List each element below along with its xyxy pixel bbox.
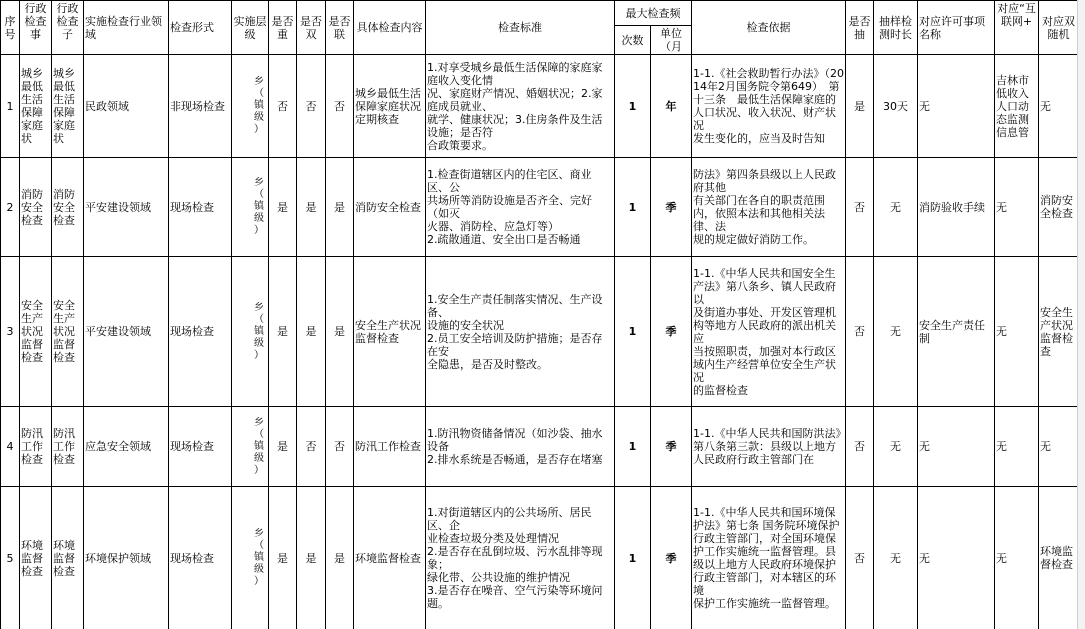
- standard-line: 1.防汛物资储备情况（如沙袋、抽水设备: [427, 427, 603, 453]
- sample_time-text: 无: [890, 440, 901, 453]
- joint-text: 否: [334, 440, 345, 453]
- cell-count[interactable]: [615, 407, 651, 487]
- form-text: 现场检查: [170, 551, 214, 565]
- joint-text: 是: [334, 551, 345, 565]
- level-line: ）: [254, 124, 264, 135]
- standard-line: 1.对街道辖区内的公共场所、居民区、企: [427, 506, 592, 532]
- double-text: 是: [305, 551, 317, 565]
- cell-content[interactable]: [354, 487, 426, 629]
- seq-text: 5: [6, 551, 14, 565]
- cell-key[interactable]: [269, 257, 297, 407]
- cell-item[interactable]: [20, 158, 52, 257]
- header-joint[interactable]: 是否联: [326, 1, 354, 55]
- internet-text: 无: [996, 200, 1007, 214]
- internet-text: 无: [996, 551, 1007, 565]
- level-line: 级: [254, 452, 264, 464]
- random-text: 环境监督检查: [1040, 545, 1073, 571]
- subitem-text: 防汛工作检查: [53, 427, 75, 466]
- double-text: 否: [305, 99, 317, 113]
- cell-content[interactable]: [354, 257, 426, 407]
- cell-sample[interactable]: [846, 158, 874, 257]
- permit-text: 无: [919, 440, 930, 453]
- level-line: （: [254, 88, 264, 99]
- double-text: 是: [305, 200, 317, 214]
- cell-random[interactable]: [1039, 55, 1079, 158]
- level-line: 乡: [254, 76, 264, 87]
- basis-line: 及街道办事处、开发区管理机构等地方人民政府的派出机关应: [693, 305, 836, 345]
- cell-item[interactable]: [20, 407, 52, 487]
- key-text: 是: [277, 440, 288, 453]
- level-line: 级: [254, 213, 264, 224]
- header-standard[interactable]: 检查标准: [426, 1, 615, 55]
- cell-subitem[interactable]: [52, 487, 84, 629]
- standard-line: 2.员工安全培训及防护措施；是否存在安: [427, 331, 603, 358]
- key-text: 是: [277, 200, 288, 214]
- table-row: [1, 487, 1079, 629]
- cell-form[interactable]: [169, 407, 232, 487]
- seq-text: 2: [6, 200, 14, 214]
- level-line: ）: [254, 225, 264, 236]
- sample_time-text: 30天: [883, 99, 908, 113]
- sample-text: 否: [854, 200, 865, 214]
- header-internet[interactable]: 对应“互联网+: [995, 1, 1039, 55]
- header-freq-count[interactable]: 次数: [615, 26, 651, 55]
- subitem-text: 安全生产状况监督检查: [53, 299, 75, 364]
- standard-line: 设施的安全状况: [427, 318, 504, 332]
- count-text: 1: [628, 325, 637, 338]
- basis-line: 规的规定做好消防工作。: [693, 233, 814, 246]
- seq-text: 3: [6, 325, 14, 338]
- header-item[interactable]: 行政检查事: [20, 1, 52, 55]
- cell-form[interactable]: [169, 158, 232, 257]
- cell-internet[interactable]: [995, 257, 1039, 407]
- cell-form[interactable]: [169, 257, 232, 407]
- form-text: 现场检查: [170, 440, 214, 453]
- key-text: 是: [277, 551, 288, 565]
- cell-seq[interactable]: [1, 55, 20, 158]
- item-text: 城乡最低生活保障家庭状: [21, 67, 43, 145]
- basis-line: 1-1.《中华人民共和国防洪法》第八条第三款：县级以上地方: [693, 427, 841, 453]
- level-line: 级: [254, 564, 264, 575]
- basis-line: 发生变化的，应当及时告知: [693, 132, 825, 145]
- basis-line: 1-1.《中华人民共和国安全生产法》第八条乡、镇人民政府以: [693, 266, 836, 306]
- cell-level[interactable]: [232, 55, 269, 158]
- random-text: 无: [1040, 440, 1051, 453]
- cell-joint[interactable]: [326, 257, 354, 407]
- sample_time-text: 无: [890, 200, 901, 214]
- cell-subitem[interactable]: [52, 407, 84, 487]
- basis-line: 行政主管部门，对全国环境保护工作实施统一监督管理。县: [693, 532, 836, 558]
- cell-joint[interactable]: [326, 55, 354, 158]
- cell-form[interactable]: [169, 487, 232, 629]
- cell-field[interactable]: [84, 487, 169, 629]
- cell-field[interactable]: [84, 257, 169, 407]
- cell-standard[interactable]: [426, 55, 615, 158]
- sample-text: 否: [854, 551, 865, 565]
- cell-permit[interactable]: [918, 257, 995, 407]
- cell-double[interactable]: [297, 487, 326, 629]
- cell-internet[interactable]: [995, 487, 1039, 629]
- cell-unit[interactable]: [651, 55, 692, 158]
- cell-permit[interactable]: [918, 487, 995, 629]
- basis-line: 人民政府行政主管部门在: [693, 453, 814, 466]
- table-row: [1, 407, 1079, 487]
- permit-text: 消防验收手续: [919, 200, 985, 214]
- standard-line: 3.是否存在噪音、空气污染等环境问题。: [427, 584, 603, 610]
- basis-line: 十三条 最低生活保障家庭的人口状况、收入状况、财产状况: [693, 93, 836, 132]
- header-subitem[interactable]: 行政检查子: [52, 1, 84, 55]
- header-level[interactable]: 实施层级: [232, 1, 269, 55]
- cell-standard[interactable]: [426, 487, 615, 629]
- cell-unit[interactable]: [651, 407, 692, 487]
- level-line: （: [254, 540, 264, 551]
- content-text: 防汛工作检查: [355, 440, 421, 453]
- level-line: 镇: [254, 440, 264, 452]
- table-row: [1, 257, 1079, 407]
- sample_time-text: 无: [890, 325, 901, 338]
- cell-random[interactable]: [1039, 257, 1079, 407]
- cell-level[interactable]: [232, 257, 269, 407]
- cell-sample-time[interactable]: [874, 257, 918, 407]
- cell-random[interactable]: [1039, 158, 1079, 257]
- cell-content[interactable]: [354, 158, 426, 257]
- cell-field[interactable]: [84, 158, 169, 257]
- cell-internet[interactable]: [995, 407, 1039, 487]
- standard-line: 2.排水系统是否畅通，是否存在堵塞: [427, 453, 603, 466]
- header-sample-time[interactable]: 抽样检测时长: [874, 1, 918, 55]
- internet-text: 无: [996, 440, 1007, 453]
- random-text: 安全生产状况监督检查: [1040, 305, 1073, 358]
- header-form[interactable]: 检查形式: [169, 1, 232, 55]
- key-text: 否: [277, 99, 288, 113]
- cell-joint[interactable]: [326, 487, 354, 629]
- cell-content[interactable]: [354, 407, 426, 487]
- cell-double[interactable]: [297, 257, 326, 407]
- cell-count[interactable]: [615, 487, 651, 629]
- field-text: 环境保护领域: [85, 551, 151, 565]
- basis-line: 保护工作实施统一监督管理。: [693, 597, 836, 610]
- form-text: 现场检查: [170, 325, 214, 338]
- cell-sample-time[interactable]: [874, 55, 918, 158]
- content-text: 城乡最低生活保障家庭状况定期核查: [355, 86, 421, 126]
- standard-line: 火器、消防栓、应急灯等）: [427, 220, 559, 233]
- random-text: 消防安全检查: [1040, 194, 1073, 220]
- count-text: 1: [628, 200, 637, 214]
- cell-count[interactable]: [615, 55, 651, 158]
- header-random[interactable]: 对应双随机: [1039, 1, 1079, 55]
- level-line: 乡: [254, 177, 264, 188]
- double-text: 否: [305, 440, 317, 453]
- cell-form[interactable]: [169, 55, 232, 158]
- level-line: 镇: [254, 201, 264, 212]
- cell-item[interactable]: [20, 487, 52, 629]
- cell-item[interactable]: [20, 55, 52, 158]
- item-text: 消防安全检查: [21, 187, 43, 227]
- header-freq-unit[interactable]: 单位（月: [651, 26, 692, 55]
- cell-key[interactable]: [269, 407, 297, 487]
- level-line: （: [254, 189, 264, 200]
- header-permit[interactable]: 对应许可事项名称: [918, 1, 995, 55]
- standard-line: 1.安全生产责任制落实情况、生产设备、: [427, 292, 603, 319]
- unit-text: 季: [665, 325, 677, 338]
- internet-text: 无: [996, 325, 1007, 338]
- cell-seq[interactable]: [1, 257, 20, 407]
- level-line: ）: [254, 349, 264, 361]
- cell-key[interactable]: [269, 487, 297, 629]
- unit-text: 年: [665, 99, 677, 113]
- joint-text: 是: [334, 325, 345, 338]
- unit-text: 季: [665, 551, 677, 565]
- cell-random[interactable]: [1039, 487, 1079, 629]
- item-text: 安全生产状况监督检查: [21, 299, 43, 364]
- cell-seq[interactable]: [1, 407, 20, 487]
- joint-text: 是: [334, 200, 345, 214]
- cell-basis[interactable]: [692, 55, 846, 158]
- cell-field[interactable]: [84, 407, 169, 487]
- cell-unit[interactable]: [651, 257, 692, 407]
- item-text: 防汛工作检查: [21, 427, 43, 466]
- basis-line: 当按照职责，加强对本行政区域内生产经营单位安全生产状况: [693, 344, 836, 384]
- cell-double[interactable]: [297, 407, 326, 487]
- header-row-top: [1, 1, 1079, 26]
- random-text: 无: [1040, 99, 1051, 113]
- cell-double[interactable]: [297, 158, 326, 257]
- level-line: 级: [254, 337, 264, 349]
- unit-text: 季: [665, 200, 677, 214]
- content-text: 消防安全检查: [355, 200, 421, 214]
- key-text: 是: [277, 325, 288, 338]
- cell-random[interactable]: [1039, 407, 1079, 487]
- basis-line: 级以上地方人民政府环境保护行政主管部门，对本辖区的环境: [693, 558, 836, 597]
- cell-level[interactable]: [232, 407, 269, 487]
- header-field[interactable]: 实施检查行业领域: [84, 1, 169, 55]
- level-line: 乡: [254, 528, 264, 539]
- cell-key[interactable]: [269, 158, 297, 257]
- header-freq-group[interactable]: 最大检查频: [615, 1, 692, 26]
- standard-line: 共场所等消防设施是否齐全、完好（如灭: [427, 194, 592, 220]
- cell-level[interactable]: [232, 158, 269, 257]
- sample-text: 否: [854, 325, 865, 338]
- cell-permit[interactable]: [918, 158, 995, 257]
- header-key[interactable]: 是否重: [269, 1, 297, 55]
- level-line: 乡: [254, 416, 264, 428]
- standard-line: 全隐患，是否及时整改。: [427, 357, 548, 371]
- window-edge: [1077, 0, 1085, 629]
- cell-sample-time[interactable]: [874, 158, 918, 257]
- field-text: 应急安全领域: [85, 440, 151, 453]
- cell-subitem[interactable]: [52, 257, 84, 407]
- cell-permit[interactable]: [918, 55, 995, 158]
- seq-text: 4: [6, 440, 14, 453]
- table-row: [1, 55, 1079, 158]
- cell-subitem[interactable]: [52, 55, 84, 158]
- basis-line: 的监督检查: [693, 383, 748, 397]
- cell-standard[interactable]: [426, 257, 615, 407]
- header-content[interactable]: 具体检查内容: [354, 1, 426, 55]
- field-text: 民政领域: [85, 99, 129, 113]
- count-text: 1: [628, 551, 637, 565]
- level-line: （: [254, 313, 264, 325]
- seq-text: 1: [6, 99, 14, 113]
- basis-line: 1-1.《社会救助暂行办法》（2014年2月国务院令第649） 第: [693, 67, 844, 93]
- header-seq[interactable]: 序号: [1, 1, 20, 55]
- unit-text: 季: [665, 440, 677, 453]
- sample-text: 是: [854, 99, 865, 113]
- level-line: （: [254, 428, 264, 440]
- cell-sample[interactable]: [846, 487, 874, 629]
- cell-seq[interactable]: [1, 487, 20, 629]
- item-text: 环境监督检查: [21, 538, 43, 578]
- form-text: 现场检查: [170, 200, 214, 214]
- level-line: 镇: [254, 325, 264, 337]
- subitem-text: 城乡最低生活保障家庭状: [53, 67, 75, 145]
- level-line: 镇: [254, 552, 264, 563]
- cell-internet[interactable]: [995, 55, 1039, 158]
- cell-internet[interactable]: [995, 158, 1039, 257]
- cell-unit[interactable]: [651, 487, 692, 629]
- form-text: 非现场检查: [170, 99, 225, 113]
- level-line: ）: [254, 576, 264, 587]
- cell-sample[interactable]: [846, 55, 874, 158]
- table-body: [1, 55, 1079, 629]
- cell-standard[interactable]: [426, 407, 615, 487]
- standard-line: 绿化带、公共设施的维护情况: [427, 571, 570, 584]
- internet-text: 吉林市低收入人口动态监测信息管: [996, 73, 1029, 139]
- cell-seq[interactable]: [1, 158, 20, 257]
- field-text: 平安建设领域: [85, 200, 151, 214]
- cell-basis[interactable]: [692, 158, 846, 257]
- cell-standard[interactable]: [426, 158, 615, 257]
- level-line: ）: [254, 464, 264, 476]
- cell-sample-time[interactable]: [874, 407, 918, 487]
- standard-line: 1.检查街道辖区内的住宅区、商业区、公: [427, 168, 592, 194]
- table-row: [1, 158, 1079, 257]
- level-line: 级: [254, 112, 264, 123]
- cell-basis[interactable]: [692, 487, 846, 629]
- standard-line: 2.是否存在乱倒垃圾、污水乱排等现象；: [427, 545, 603, 571]
- cell-content[interactable]: [354, 55, 426, 158]
- level-line: 乡: [254, 301, 264, 313]
- cell-sample[interactable]: [846, 407, 874, 487]
- cell-basis[interactable]: [692, 257, 846, 407]
- field-text: 平安建设领域: [85, 325, 151, 338]
- sample_time-text: 无: [890, 551, 901, 565]
- cell-sample-time[interactable]: [874, 487, 918, 629]
- cell-subitem[interactable]: [52, 158, 84, 257]
- basis-line: 1-1.《中华人民共和国环境保护法》第七条 国务院环境保护: [693, 506, 840, 532]
- double-text: 是: [305, 325, 317, 338]
- cell-sample[interactable]: [846, 257, 874, 407]
- cell-permit[interactable]: [918, 407, 995, 487]
- count-text: 1: [628, 99, 637, 113]
- standard-line: 业检查垃圾分类及处理情况: [427, 532, 559, 545]
- standard-line: 合政策要求。: [427, 138, 493, 152]
- sample-text: 否: [854, 440, 865, 453]
- cell-double[interactable]: [297, 55, 326, 158]
- level-line: 镇: [254, 100, 264, 111]
- header-sample[interactable]: 是否抽: [846, 1, 874, 55]
- cell-joint[interactable]: [326, 158, 354, 257]
- content-text: 安全生产状况监督检查: [355, 318, 421, 345]
- permit-text: 无: [919, 99, 930, 113]
- cell-key[interactable]: [269, 55, 297, 158]
- standard-line: 2.疏散通道、安全出口是否畅通: [427, 233, 581, 246]
- header-basis[interactable]: 检查依据: [692, 1, 846, 55]
- basis-line: 有关部门在各自的职责范围内，依照本法和其他相关法律、法: [693, 194, 825, 233]
- cell-level[interactable]: [232, 487, 269, 629]
- cell-basis[interactable]: [692, 407, 846, 487]
- cell-item[interactable]: [20, 257, 52, 407]
- joint-text: 否: [334, 99, 345, 113]
- count-text: 1: [628, 440, 637, 453]
- cell-unit[interactable]: [651, 158, 692, 257]
- standard-line: 就学、健康状况；3.住房条件及生活设施；是否符: [427, 112, 603, 139]
- subitem-text: 消防安全检查: [53, 187, 75, 227]
- header-double[interactable]: 是否双: [297, 1, 326, 55]
- permit-text: 无: [919, 551, 930, 565]
- subitem-text: 环境监督检查: [53, 538, 75, 578]
- permit-text: 安全生产责任制: [919, 318, 985, 345]
- cell-joint[interactable]: [326, 407, 354, 487]
- basis-line: 防法》第四条县级以上人民政府其他: [693, 168, 836, 194]
- content-text: 环境监督检查: [355, 551, 421, 565]
- standard-line: 1.对享受城乡最低生活保障的家庭家庭收入变化情: [427, 60, 603, 87]
- cell-count[interactable]: [615, 257, 651, 407]
- cell-field[interactable]: [84, 55, 169, 158]
- cell-count[interactable]: [615, 158, 651, 257]
- standard-line: 况、家庭财产情况、婚姻状况；2.家庭成员就业、: [427, 86, 603, 113]
